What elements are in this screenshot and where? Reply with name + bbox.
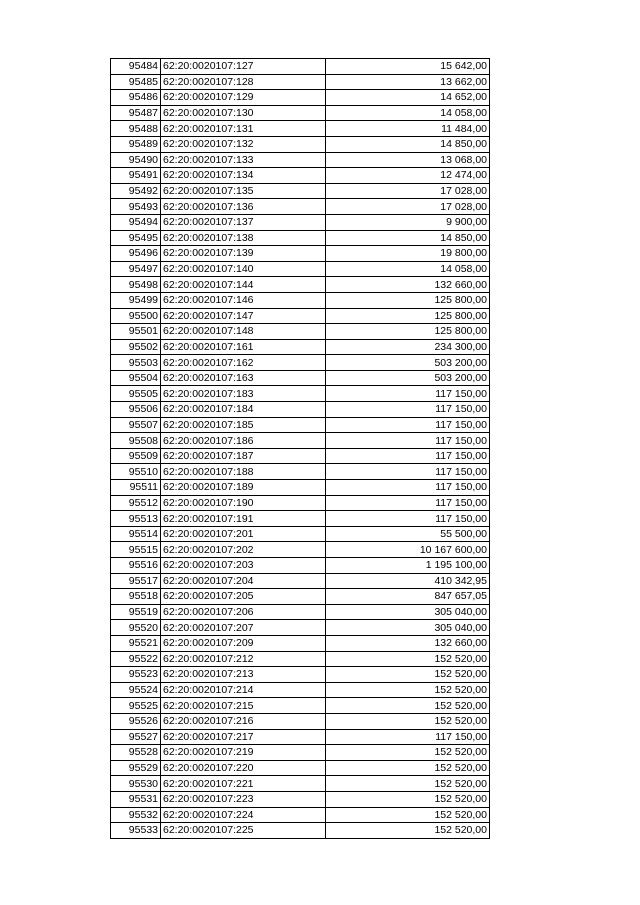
table-row xyxy=(111,604,490,620)
table-row xyxy=(111,667,490,683)
row-number-cell: 95532 xyxy=(111,807,161,823)
row-number-cell: 95496 xyxy=(111,246,161,262)
table-row xyxy=(111,464,490,480)
row-number-cell: 95503 xyxy=(111,355,161,371)
cadastral-value-cell: 13 662,00 xyxy=(326,74,490,90)
cadastral-value-table xyxy=(110,58,490,839)
cadastral-value-cell: 17 028,00 xyxy=(326,183,490,199)
cadastral-value-cell: 152 520,00 xyxy=(326,791,490,807)
cadastral-number-cell: 62:20:0020107:186 xyxy=(161,433,326,449)
cadastral-value-cell: 14 058,00 xyxy=(326,105,490,121)
cadastral-value-cell: 15 642,00 xyxy=(326,59,490,75)
table-row xyxy=(111,433,490,449)
cadastral-value-cell: 14 850,00 xyxy=(326,230,490,246)
table-row xyxy=(111,246,490,262)
table-row xyxy=(111,760,490,776)
cadastral-number-cell: 62:20:0020107:225 xyxy=(161,823,326,839)
cadastral-number-cell: 62:20:0020107:220 xyxy=(161,760,326,776)
table-row xyxy=(111,74,490,90)
cadastral-number-cell: 62:20:0020107:221 xyxy=(161,776,326,792)
row-number-cell: 95519 xyxy=(111,604,161,620)
cadastral-value-cell: 12 474,00 xyxy=(326,168,490,184)
table-row xyxy=(111,558,490,574)
cadastral-value-cell: 152 520,00 xyxy=(326,760,490,776)
table-row xyxy=(111,745,490,761)
cadastral-value-cell: 152 520,00 xyxy=(326,823,490,839)
cadastral-number-cell: 62:20:0020107:203 xyxy=(161,558,326,574)
row-number-cell: 95495 xyxy=(111,230,161,246)
table-row xyxy=(111,823,490,839)
table-row xyxy=(111,230,490,246)
row-number-cell: 95494 xyxy=(111,214,161,230)
table-row xyxy=(111,480,490,496)
row-number-cell: 95526 xyxy=(111,713,161,729)
table-row xyxy=(111,308,490,324)
table-row xyxy=(111,370,490,386)
cadastral-value-cell: 117 150,00 xyxy=(326,402,490,418)
cadastral-value-cell: 14 058,00 xyxy=(326,261,490,277)
row-number-cell: 95506 xyxy=(111,402,161,418)
table-row xyxy=(111,791,490,807)
cadastral-number-cell: 62:20:0020107:191 xyxy=(161,511,326,527)
row-number-cell: 95511 xyxy=(111,480,161,496)
cadastral-number-cell: 62:20:0020107:223 xyxy=(161,791,326,807)
cadastral-value-cell: 152 520,00 xyxy=(326,713,490,729)
table-row xyxy=(111,355,490,371)
cadastral-value-cell: 847 657,05 xyxy=(326,589,490,605)
cadastral-value-cell: 117 150,00 xyxy=(326,511,490,527)
cadastral-value-cell: 19 800,00 xyxy=(326,246,490,262)
row-number-cell: 95504 xyxy=(111,370,161,386)
cadastral-value-cell: 410 342,95 xyxy=(326,573,490,589)
cadastral-value-cell: 9 900,00 xyxy=(326,214,490,230)
cadastral-number-cell: 62:20:0020107:217 xyxy=(161,729,326,745)
cadastral-number-cell: 62:20:0020107:136 xyxy=(161,199,326,215)
cadastral-number-cell: 62:20:0020107:137 xyxy=(161,214,326,230)
table-row xyxy=(111,386,490,402)
cadastral-value-cell: 125 800,00 xyxy=(326,308,490,324)
cadastral-number-cell: 62:20:0020107:183 xyxy=(161,386,326,402)
cadastral-value-cell: 117 150,00 xyxy=(326,448,490,464)
cadastral-value-cell: 117 150,00 xyxy=(326,386,490,402)
cadastral-number-cell: 62:20:0020107:163 xyxy=(161,370,326,386)
cadastral-number-cell: 62:20:0020107:190 xyxy=(161,495,326,511)
cadastral-number-cell: 62:20:0020107:130 xyxy=(161,105,326,121)
cadastral-number-cell: 62:20:0020107:206 xyxy=(161,604,326,620)
cadastral-number-cell: 62:20:0020107:204 xyxy=(161,573,326,589)
table-row xyxy=(111,277,490,293)
row-number-cell: 95507 xyxy=(111,417,161,433)
cadastral-number-cell: 62:20:0020107:202 xyxy=(161,542,326,558)
table-row xyxy=(111,199,490,215)
cadastral-value-cell: 152 520,00 xyxy=(326,651,490,667)
row-number-cell: 95492 xyxy=(111,183,161,199)
cadastral-number-cell: 62:20:0020107:138 xyxy=(161,230,326,246)
cadastral-number-cell: 62:20:0020107:131 xyxy=(161,121,326,137)
cadastral-value-cell: 503 200,00 xyxy=(326,370,490,386)
table-row xyxy=(111,90,490,106)
cadastral-value-cell: 14 652,00 xyxy=(326,90,490,106)
table-row xyxy=(111,183,490,199)
table-body xyxy=(111,59,490,839)
row-number-cell: 95517 xyxy=(111,573,161,589)
table-row xyxy=(111,261,490,277)
cadastral-number-cell: 62:20:0020107:212 xyxy=(161,651,326,667)
table-row xyxy=(111,417,490,433)
table-row xyxy=(111,121,490,137)
row-number-cell: 95520 xyxy=(111,620,161,636)
cadastral-value-cell: 117 150,00 xyxy=(326,464,490,480)
table-row xyxy=(111,698,490,714)
row-number-cell: 95500 xyxy=(111,308,161,324)
row-number-cell: 95522 xyxy=(111,651,161,667)
table-row xyxy=(111,448,490,464)
cadastral-number-cell: 62:20:0020107:207 xyxy=(161,620,326,636)
cadastral-value-cell: 152 520,00 xyxy=(326,698,490,714)
cadastral-number-cell: 62:20:0020107:187 xyxy=(161,448,326,464)
row-number-cell: 95523 xyxy=(111,667,161,683)
table-row xyxy=(111,713,490,729)
cadastral-number-cell: 62:20:0020107:162 xyxy=(161,355,326,371)
cadastral-value-cell: 117 150,00 xyxy=(326,417,490,433)
cadastral-number-cell: 62:20:0020107:140 xyxy=(161,261,326,277)
cadastral-number-cell: 62:20:0020107:146 xyxy=(161,292,326,308)
cadastral-value-cell: 117 150,00 xyxy=(326,480,490,496)
row-number-cell: 95514 xyxy=(111,526,161,542)
table-row xyxy=(111,402,490,418)
row-number-cell: 95490 xyxy=(111,152,161,168)
cadastral-value-cell: 305 040,00 xyxy=(326,604,490,620)
row-number-cell: 95493 xyxy=(111,199,161,215)
cadastral-number-cell: 62:20:0020107:132 xyxy=(161,136,326,152)
row-number-cell: 95498 xyxy=(111,277,161,293)
table-row xyxy=(111,136,490,152)
cadastral-value-cell: 234 300,00 xyxy=(326,339,490,355)
cadastral-value-cell: 125 800,00 xyxy=(326,292,490,308)
row-number-cell: 95531 xyxy=(111,791,161,807)
cadastral-number-cell: 62:20:0020107:219 xyxy=(161,745,326,761)
table-row xyxy=(111,152,490,168)
table-row xyxy=(111,589,490,605)
row-number-cell: 95488 xyxy=(111,121,161,137)
row-number-cell: 95521 xyxy=(111,635,161,651)
cadastral-number-cell: 62:20:0020107:184 xyxy=(161,402,326,418)
row-number-cell: 95533 xyxy=(111,823,161,839)
table-row xyxy=(111,729,490,745)
cadastral-value-cell: 13 068,00 xyxy=(326,152,490,168)
table-row xyxy=(111,526,490,542)
table-row xyxy=(111,511,490,527)
row-number-cell: 95524 xyxy=(111,682,161,698)
table-row xyxy=(111,339,490,355)
cadastral-value-cell: 55 500,00 xyxy=(326,526,490,542)
table-row xyxy=(111,620,490,636)
table-row xyxy=(111,59,490,75)
cadastral-number-cell: 62:20:0020107:201 xyxy=(161,526,326,542)
cadastral-value-cell: 305 040,00 xyxy=(326,620,490,636)
cadastral-number-cell: 62:20:0020107:128 xyxy=(161,74,326,90)
row-number-cell: 95527 xyxy=(111,729,161,745)
row-number-cell: 95518 xyxy=(111,589,161,605)
cadastral-value-cell: 152 520,00 xyxy=(326,776,490,792)
table-row xyxy=(111,495,490,511)
table-row xyxy=(111,635,490,651)
row-number-cell: 95499 xyxy=(111,292,161,308)
cadastral-number-cell: 62:20:0020107:161 xyxy=(161,339,326,355)
table-row xyxy=(111,105,490,121)
row-number-cell: 95489 xyxy=(111,136,161,152)
cadastral-value-cell: 117 150,00 xyxy=(326,729,490,745)
cadastral-value-cell: 125 800,00 xyxy=(326,324,490,340)
cadastral-number-cell: 62:20:0020107:185 xyxy=(161,417,326,433)
row-number-cell: 95484 xyxy=(111,59,161,75)
table-row xyxy=(111,682,490,698)
cadastral-number-cell: 62:20:0020107:189 xyxy=(161,480,326,496)
cadastral-number-cell: 62:20:0020107:205 xyxy=(161,589,326,605)
cadastral-number-cell: 62:20:0020107:214 xyxy=(161,682,326,698)
row-number-cell: 95505 xyxy=(111,386,161,402)
table-row xyxy=(111,324,490,340)
cadastral-number-cell: 62:20:0020107:216 xyxy=(161,713,326,729)
table-row xyxy=(111,807,490,823)
cadastral-value-cell: 117 150,00 xyxy=(326,433,490,449)
cadastral-number-cell: 62:20:0020107:127 xyxy=(161,59,326,75)
cadastral-value-cell: 503 200,00 xyxy=(326,355,490,371)
cadastral-value-cell: 14 850,00 xyxy=(326,136,490,152)
row-number-cell: 95501 xyxy=(111,324,161,340)
row-number-cell: 95513 xyxy=(111,511,161,527)
row-number-cell: 95486 xyxy=(111,90,161,106)
cadastral-value-cell: 17 028,00 xyxy=(326,199,490,215)
cadastral-number-cell: 62:20:0020107:147 xyxy=(161,308,326,324)
cadastral-value-cell: 1 195 100,00 xyxy=(326,558,490,574)
cadastral-number-cell: 62:20:0020107:213 xyxy=(161,667,326,683)
row-number-cell: 95508 xyxy=(111,433,161,449)
cadastral-number-cell: 62:20:0020107:209 xyxy=(161,635,326,651)
row-number-cell: 95485 xyxy=(111,74,161,90)
cadastral-number-cell: 62:20:0020107:134 xyxy=(161,168,326,184)
row-number-cell: 95530 xyxy=(111,776,161,792)
row-number-cell: 95515 xyxy=(111,542,161,558)
row-number-cell: 95491 xyxy=(111,168,161,184)
table-row xyxy=(111,542,490,558)
row-number-cell: 95497 xyxy=(111,261,161,277)
row-number-cell: 95487 xyxy=(111,105,161,121)
cadastral-number-cell: 62:20:0020107:215 xyxy=(161,698,326,714)
row-number-cell: 95525 xyxy=(111,698,161,714)
cadastral-number-cell: 62:20:0020107:129 xyxy=(161,90,326,106)
table-row xyxy=(111,292,490,308)
cadastral-value-cell: 152 520,00 xyxy=(326,745,490,761)
row-number-cell: 95516 xyxy=(111,558,161,574)
row-number-cell: 95509 xyxy=(111,448,161,464)
row-number-cell: 95510 xyxy=(111,464,161,480)
table-row xyxy=(111,651,490,667)
cadastral-value-cell: 152 520,00 xyxy=(326,682,490,698)
table-row xyxy=(111,776,490,792)
cadastral-number-cell: 62:20:0020107:133 xyxy=(161,152,326,168)
cadastral-value-cell: 132 660,00 xyxy=(326,635,490,651)
row-number-cell: 95512 xyxy=(111,495,161,511)
cadastral-value-cell: 152 520,00 xyxy=(326,807,490,823)
row-number-cell: 95502 xyxy=(111,339,161,355)
cadastral-number-cell: 62:20:0020107:224 xyxy=(161,807,326,823)
cadastral-number-cell: 62:20:0020107:148 xyxy=(161,324,326,340)
cadastral-number-cell: 62:20:0020107:188 xyxy=(161,464,326,480)
cadastral-value-cell: 11 484,00 xyxy=(326,121,490,137)
cadastral-value-cell: 10 167 600,00 xyxy=(326,542,490,558)
cadastral-number-cell: 62:20:0020107:135 xyxy=(161,183,326,199)
row-number-cell: 95529 xyxy=(111,760,161,776)
cadastral-value-cell: 117 150,00 xyxy=(326,495,490,511)
table-row xyxy=(111,214,490,230)
table-row xyxy=(111,573,490,589)
cadastral-value-cell: 152 520,00 xyxy=(326,667,490,683)
cadastral-value-cell: 132 660,00 xyxy=(326,277,490,293)
cadastral-number-cell: 62:20:0020107:139 xyxy=(161,246,326,262)
cadastral-number-cell: 62:20:0020107:144 xyxy=(161,277,326,293)
row-number-cell: 95528 xyxy=(111,745,161,761)
table-row xyxy=(111,168,490,184)
